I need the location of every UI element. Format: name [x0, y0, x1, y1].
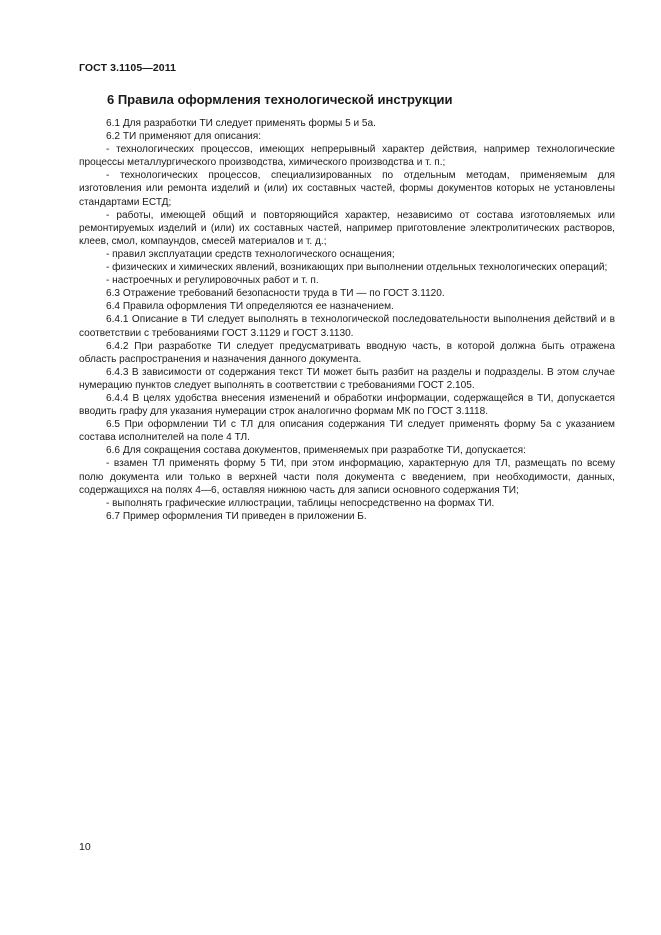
list-item-adjustment-work: - настроечных и регулировочных работ и т. п.	[106, 275, 319, 287]
list-item-phenomena: - физических и химических явлений, возникающих при выполнении отдельных технологических операций;	[106, 262, 608, 274]
paragraph-6-7: 6.7 Пример оформления ТИ приведен в приложении Б.	[106, 510, 367, 522]
list-item-specialized-processes: - технологических процессов, специализированных по отдельным методам, применяемым для изготовления или ремонта изделий и (или) их составных частей, формы документов которых не установлены стандартами ЕСТД;	[79, 170, 615, 208]
paragraph-6-4: 6.4 Правила оформления ТИ определяются ее назначением.	[106, 301, 394, 313]
list-item-equipment-rules: - правил эксплуатации средств технологического оснащения;	[106, 248, 395, 260]
body-text	[79, 117, 615, 523]
paragraph-6-6: 6.6 Для сокращения состава документов, применяемых при разработке ТИ, допускается:	[106, 445, 526, 457]
paragraph-6-3: 6.3 Отражение требований безопасности труда в ТИ — по ГОСТ 3.1120.	[106, 288, 445, 300]
paragraph-6-4-3: 6.4.3 В зависимости от содержания текст ТИ может быть разбит на разделы и подразделы. В этом случае нумерацию пунктов следует выполнять в соответствии с требованиями ГОСТ 2.105.	[79, 366, 615, 391]
paragraph-6-4-1: 6.4.1 Описание в ТИ следует выполнять в технологической последовательности выполнения действий и в соответствии с требованиями ГОСТ 3.1129 и ГОСТ 3.1130.	[79, 314, 615, 339]
paragraph-6-4-4: 6.4.4 В целях удобства внесения изменений и обработки информации, содержащейся в ТИ, допускается вводить графу для указания нумерации строк аналогично формам МК по ГОСТ 3.1118.	[79, 392, 615, 418]
paragraph-6-1: 6.1 Для разработки ТИ следует применять формы 5 и 5а.	[106, 118, 376, 129]
paragraph-6-2: 6.2 ТИ применяют для описания:	[106, 131, 262, 143]
document-header: ГОСТ 3.1105—2011	[79, 62, 177, 74]
list-item-form-5-instead: - взамен ТЛ применять форму 5 ТИ, при этом информацию, характерную для ТЛ, размещать по всему полю документа или только в верхней части поля документа с введением, при необходимости, данных, содержащихся на полях 4—6, оставляя нижнюю часть для записи основного содержания ТИ;	[79, 458, 615, 496]
paragraph-6-4-2: 6.4.2 При разработке ТИ следует предусматривать вводную часть, в которой должна быть отражена область распространения и назначения данного документа.	[79, 340, 615, 365]
list-item-continuous-processes: - технологических процессов, имеющих непрерывный характер действия, например технологические процессы металлургического производства, химического производства и т. п.;	[79, 144, 615, 169]
page-number: 10	[79, 841, 91, 853]
list-item-illustrations: - выполнять графические иллюстрации, таблицы непосредственно на формах ТИ.	[106, 497, 495, 509]
paragraph-6-5: 6.5 При оформлении ТИ с ТЛ для описания содержания ТИ следует применять форму 5а с указанием состава исполнителей на поле 4 ТЛ.	[79, 419, 615, 444]
list-item-general-work: - работы, имеющей общий и повторяющийся характер, независимо от состава изготовляемых или ремонтируемых изделий и (или) их составных частей, например приготовление электролитических растворов, клеев, смол, компаундов, смесей материалов и т. д.;	[79, 209, 615, 247]
section-title: 6 Правила оформления технологической инструкции	[107, 92, 453, 107]
